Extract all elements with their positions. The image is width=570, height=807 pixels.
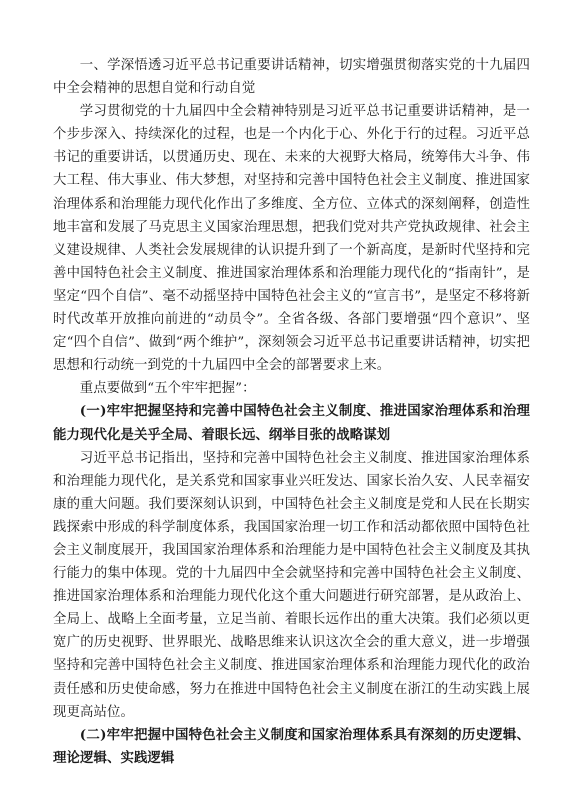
paragraph-body-one: 习近平总书记指出，坚持和完善中国特色社会主义制度、推进国家治理体系和治理能力现代化，是关系党和国家事业兴旺发达、国家长治久安、人民幸福安康的重大问题。我们要深刻认识到，中国特色社会主义制度是党和人民在长期实践探索中形成的科学制度体系，我国国家治理一切工作和活动都依照中国特色社会主义制度展开，我国国家治理体系和治理能力是中国特色社会主义制度及其执行能力的集中体现。党的十九届四中全会就坚持和完善中国特色社会主义制度、推进国家治理体系和治理能力现代化这个重大问题进行研究部署，是从政治上、全局上、战略上全面考量，立足当前、着眼长远作出的重大决策。我们必须以更宽广的历史视野、世界眼光、战略思维来认识这次全会的重大意义，进一步增强坚持和完善中国特色社会主义制度、推进国家治理体系和治理能力现代化的政治责任感和历史使命感，努力在推进中国特色社会主义制度在浙江的生动实践上展现更高站位。 (53, 450, 530, 720)
section-heading: 一、学深悟透习近平总书记重要讲话精神，切实增强贯彻落实党的十九届四中全会精神的思想自觉和行动自觉 (53, 58, 530, 97)
subheading-one: (一)牢牢把握坚持和完善中国特色社会主义制度、推进国家治理体系和治理能力现代化是关乎全局、着眼长远、纲举目张的战略谋划 (53, 403, 530, 443)
paragraph-key-points: 重点要做到“五个牢牢把握”： (79, 381, 256, 397)
paragraph-intro: 学习贯彻党的十九届四中全会精神特别是习近平总书记重要讲话精神，是一个步步深入、持续深化的过程，也是一个内化于心、外化于行的过程。习近平总书记的重要讲话，以贯通历史、现在、未来的大视野大格局，统筹伟大斗争、伟大工程、伟大事业、伟大梦想，对坚持和完善中国特色社会主义制度、推进国家治理体系和治理能力现代化作出了多维度、全方位、立体式的深刻阐释，创造性地丰富和发展了马克思主义国家治理思想，把我们党对共产党执政规律、社会主义建设规律、人类社会发展规律的认识提升到了一个新高度，是新时代坚持和完善中国特色社会主义制度、推进国家治理体系和治理能力现代化的“指南针”，是坚定“四个自信”、毫不动摇坚持中国特色社会主义的“宣言书”，是坚定不移将新时代改革开放推向前进的“动员令”。全省各级、各部门要增强“四个意识”、坚定“四个自信”、做到“两个维护”，深刻领会习近平总书记重要讲话精神，切实把思想和行动统一到党的十九届四中全会的部署要求上来。 (53, 104, 530, 374)
subheading-two: (二)牢牢把握中国特色社会主义制度和国家治理体系具有深刻的历史逻辑、理论逻辑、实践逻辑 (53, 726, 530, 766)
